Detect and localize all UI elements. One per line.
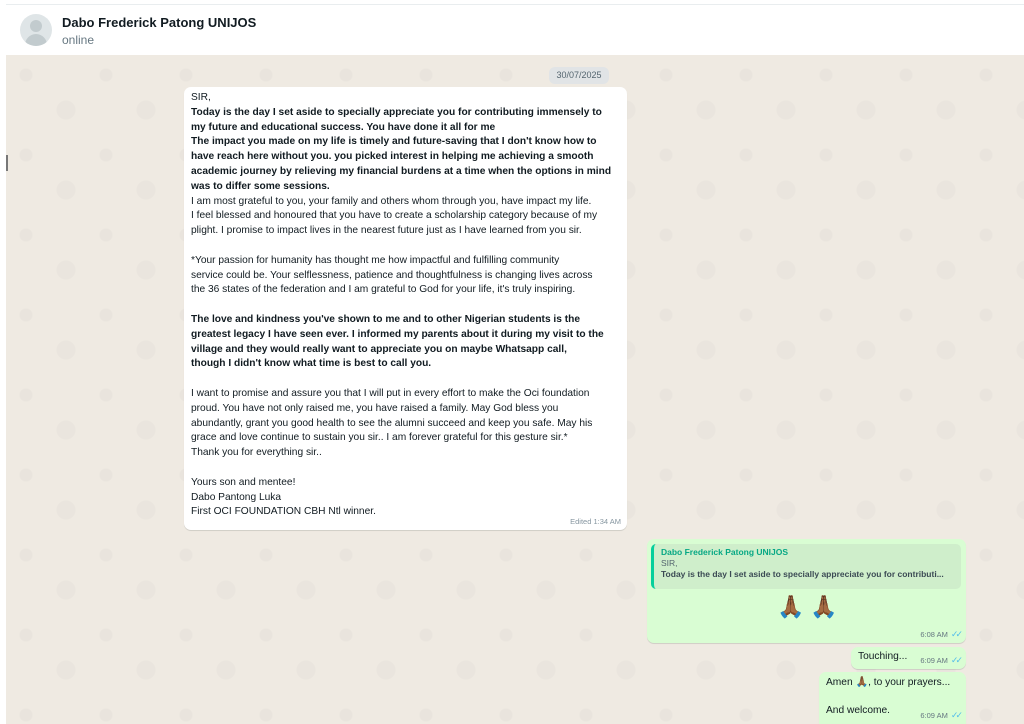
quote-author: Dabo Frederick Patong UNIJOS [661, 547, 789, 557]
contact-avatar[interactable] [20, 14, 52, 46]
message-line: abundantly, grant you good health to see the alumni succeed and keep you safe. May his [191, 417, 593, 429]
quote-line: SIR, [661, 558, 678, 568]
default-user-avatar-icon [30, 20, 42, 32]
date-separator: 30/07/2025 [549, 67, 609, 84]
outgoing-reply-message[interactable] [647, 539, 966, 643]
message-meta [920, 629, 960, 640]
message-line: grace and love continue to sustain you sir.. I am forever grateful for this gesture sir.* [191, 432, 568, 444]
message-line: First OCI FOUNDATION CBH Ntl winner. [191, 506, 376, 518]
message-line: Yours son and mentee! [191, 476, 296, 488]
contact-name[interactable]: Dabo Frederick Patong UNIJOS [62, 15, 257, 30]
message-line: the 36 states of the federation and I am grateful to God for your life, it's truly inspiring. [191, 284, 576, 296]
message-meta [920, 655, 960, 666]
message-line: The love and kindness you've shown to me and to other Nigerian students is the [191, 313, 581, 325]
message-line: SIR, [191, 92, 211, 103]
contact-status: online [62, 33, 95, 47]
message-line [191, 239, 623, 254]
message-text: And welcome. [826, 705, 890, 716]
read-ticks-icon: ✓✓ [950, 710, 960, 720]
message-line: village and they would really want to appreciate you on maybe Whatsapp call, [191, 343, 567, 355]
quoted-message[interactable] [651, 544, 961, 589]
message-line: greatest legacy I have seen ever. I informed my parents about it during my visit to the [191, 328, 604, 340]
message-text: Touching... [858, 651, 908, 662]
message-text: Amen 🙏🏾, to your prayers... [826, 677, 951, 688]
message-line: was to differ some sessions. [191, 180, 330, 192]
message-meta: Edited 1:34 AM [570, 517, 621, 526]
message-line: proud. You have not only raised me, you have raised a family. May God bless you [191, 402, 559, 414]
default-user-avatar-body [25, 34, 47, 46]
message-line: *Your passion for humanity has thought me how impactful and fulfilling community [191, 254, 560, 266]
read-ticks-icon: ✓✓ [950, 629, 960, 639]
message-line: plight. I promise to impact lives in the nearest future just as I have learned from you sir. [191, 225, 582, 237]
message-line: I want to promise and assure you that I will put in every effort to make the Oci foundation [191, 387, 590, 399]
message-line [191, 461, 623, 476]
message-line: Dabo Pantong Luka [191, 491, 282, 503]
message-text [191, 91, 623, 520]
outgoing-message[interactable] [819, 672, 966, 724]
message-line: I am most grateful to you, your family and others whom through you, have impact my life. [191, 195, 592, 207]
message-line [191, 298, 623, 313]
message-time: 6:09 AM [920, 711, 948, 720]
message-line: have reach here without you. you picked interest in helping me achieving a smooth [191, 151, 594, 163]
message-time: 6:08 AM [920, 630, 948, 639]
message-line: though I didn't know what time is best to call you. [191, 358, 432, 370]
message-line: I feel blessed and honoured that you have to create a scholarship category because of my [191, 210, 598, 222]
incoming-message[interactable] [184, 87, 627, 530]
chat-panel[interactable] [6, 55, 1024, 724]
message-line [191, 372, 623, 387]
text-cursor-icon [6, 155, 8, 171]
message-line: The impact you made on my life is timely and future-saving that I don't know how to [191, 136, 597, 148]
read-ticks-icon: ✓✓ [950, 655, 960, 665]
chat-header[interactable] [6, 4, 1024, 56]
praying-hands-emoji: 🙏🏾🙏🏾 [777, 594, 844, 619]
outgoing-message[interactable] [851, 647, 966, 669]
message-line: Thank you for everything sir.. [191, 447, 322, 459]
message-meta [920, 710, 960, 721]
message-line: academic journey by relieving my financial burdens at a time when the options in mind [191, 165, 612, 177]
quote-line: Today is the day I set aside to specially appreciate you for contributi... [661, 569, 944, 579]
message-time: 6:09 AM [920, 656, 948, 665]
message-line: Today is the day I set aside to specially appreciate you for contributing immensely to [191, 106, 602, 118]
message-line: my future and educational success. You have done it all for me [191, 121, 496, 133]
message-line: service could be. Your selflessness, patience and thoughtfulness is changing lives across [191, 269, 593, 281]
